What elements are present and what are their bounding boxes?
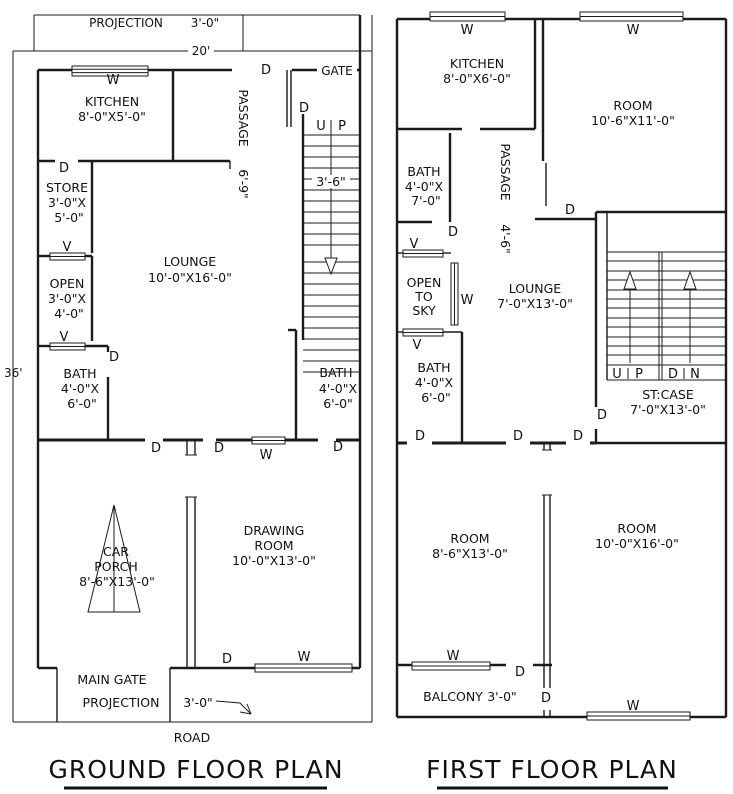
gf-bottom-window-marker: W bbox=[297, 650, 311, 665]
gf-store-dim2: 5'-0" bbox=[54, 210, 84, 225]
gf-stairs-up-label: U bbox=[316, 119, 326, 134]
gf-drawing-room-label1: DRAWING bbox=[243, 523, 305, 538]
gf-bath-left-door-marker: D bbox=[108, 350, 120, 365]
gf-lounge-label: LOUNGE bbox=[163, 254, 217, 269]
ff-room-right-label: ROOM bbox=[617, 521, 657, 536]
gf-projection-top-label: PROJECTION bbox=[89, 16, 163, 30]
gf-bath-right-dim2: 6'-0" bbox=[323, 396, 353, 411]
gf-store-vent-marker: V bbox=[62, 240, 72, 255]
gf-kitchen-window-marker: W bbox=[106, 73, 120, 88]
gf-porch-door-marker: D bbox=[150, 441, 162, 456]
ff-stair-u-label: U bbox=[612, 367, 622, 382]
gf-bath-left-dim2: 6'-0" bbox=[67, 396, 97, 411]
ff-balcony-door-marker: D bbox=[514, 665, 526, 680]
ff-stair-n-label: N bbox=[690, 367, 700, 382]
ff-vent-2-marker: V bbox=[412, 338, 422, 353]
gf-projection-top-dim: 3'-0" bbox=[190, 16, 220, 30]
gf-title: GROUND FLOOR PLAN bbox=[48, 755, 344, 784]
ff-room-top-dim: 10'-6"X11'-0" bbox=[591, 113, 675, 128]
first-floor-plan bbox=[397, 12, 726, 788]
gf-bath-right-dim1: 4'-0"X bbox=[318, 381, 358, 396]
ff-kitchen-window bbox=[430, 12, 505, 21]
ff-kitchen-dim: 8'-0"X6'-0" bbox=[443, 71, 511, 86]
ff-bath-top-label: BATH bbox=[407, 164, 441, 179]
gf-lounge-window-marker: W bbox=[259, 448, 273, 463]
ff-balcony-dim: 3'-0" bbox=[487, 689, 517, 704]
ff-staircase-label: ST:CASE bbox=[642, 387, 694, 402]
ff-staircase-dim: 7'-0"X13'-0" bbox=[630, 402, 706, 417]
gf-drawing-room-dim: 10'-0"X13'-0" bbox=[232, 553, 316, 568]
ff-stair-treads bbox=[607, 252, 726, 365]
ff-balcony-label: BALCONY bbox=[423, 689, 483, 704]
gf-projection-bottom-label: PROJECTION bbox=[82, 695, 160, 710]
gf-passage-label: PASSAGE bbox=[236, 89, 251, 147]
ff-title: FIRST FLOOR PLAN bbox=[426, 755, 678, 784]
gf-open-dim2: 4'-0" bbox=[54, 306, 84, 321]
ff-open-sky-window bbox=[451, 263, 458, 325]
gf-open-vent-marker: V bbox=[59, 330, 69, 345]
ff-bath-mid-dim2: 6'-0" bbox=[421, 390, 451, 405]
ff-lounge-dim: 7'-0"X13'-0" bbox=[497, 296, 573, 311]
gf-stair-down-arrow bbox=[325, 258, 337, 274]
gf-store-dim1: 3'-0"X bbox=[47, 195, 87, 210]
ff-room-left-label: ROOM bbox=[450, 531, 490, 546]
gf-lounge-dim: 10'-0"X16'-0" bbox=[148, 270, 232, 285]
gf-road-label: ROAD bbox=[173, 730, 211, 745]
ff-open-sky-window-marker: W bbox=[460, 293, 474, 308]
ff-bath-mid-label: BATH bbox=[417, 360, 451, 375]
ff-lounge-label: LOUNGE bbox=[508, 281, 562, 296]
ff-open-sky-label2: TO bbox=[415, 289, 433, 304]
gf-lounge-window bbox=[252, 437, 285, 444]
gf-bath-right-door-marker: D bbox=[332, 440, 344, 455]
gf-kitchen-label: KITCHEN bbox=[84, 94, 140, 109]
ground-floor-plan bbox=[4, 15, 372, 788]
gf-store-door-marker: D bbox=[58, 161, 70, 176]
gf-car-porch-label1: CAR bbox=[103, 544, 129, 559]
gf-drawing-room-window bbox=[255, 664, 352, 672]
ff-bath-top-door-marker: D bbox=[447, 225, 459, 240]
gf-kitchen-dim: 8'-0"X5'-0" bbox=[78, 109, 146, 124]
gf-bottom-door-marker: D bbox=[221, 652, 233, 667]
ff-room-right-dim: 10'-0"X16'-0" bbox=[595, 536, 679, 551]
ff-open-sky-label3: SKY bbox=[412, 303, 436, 318]
ff-room-left-dim: 8'-6"X13'-0" bbox=[432, 546, 508, 561]
gf-projection-bottom-dim: 3'-0" bbox=[183, 695, 213, 710]
ff-room-left-door-marker: D bbox=[512, 429, 524, 444]
gf-drawing-door-marker: D bbox=[213, 441, 225, 456]
gf-stair-door-marker: D bbox=[298, 101, 310, 116]
ff-room-left-window-marker: W bbox=[446, 649, 460, 664]
ff-open-sky-label1: OPEN bbox=[406, 275, 442, 290]
gf-bath-right-label: BATH bbox=[319, 365, 353, 380]
gf-stairs-width-dim: 3'-6" bbox=[316, 174, 346, 189]
ff-room-top-window bbox=[580, 12, 683, 21]
gf-car-porch-label2: PORCH bbox=[94, 559, 138, 574]
ff-bath-mid-door-marker: D bbox=[414, 429, 426, 444]
gf-gate-label: GATE bbox=[321, 64, 353, 78]
ff-room-top-door-marker: D bbox=[564, 203, 576, 218]
ff-bath-top-dim1: 4'-0"X bbox=[404, 179, 444, 194]
ff-passage-dim: 4'-6" bbox=[498, 224, 513, 254]
gf-gate-door-marker: D bbox=[260, 63, 272, 78]
gf-bath-left-label: BATH bbox=[63, 366, 97, 381]
ff-passage-label: PASSAGE bbox=[498, 143, 513, 201]
ff-vent-2 bbox=[403, 329, 443, 336]
ff-stair-d-label: D bbox=[667, 367, 679, 382]
ff-room-right-window-marker: W bbox=[626, 699, 640, 714]
ff-room-top-label: ROOM bbox=[613, 98, 653, 113]
ff-vent-1-marker: V bbox=[409, 237, 419, 252]
ff-bath-mid-dim1: 4'-0"X bbox=[414, 375, 454, 390]
ff-balcony-side-door-marker: D bbox=[540, 691, 552, 706]
gf-car-porch-dim: 8'-6"X13'-0" bbox=[79, 574, 155, 589]
gf-road-arrow bbox=[216, 701, 251, 714]
gf-open-label: OPEN bbox=[49, 276, 85, 291]
ff-room-right-door-marker: D bbox=[572, 429, 584, 444]
gf-passage-dim: 6'-9" bbox=[236, 169, 251, 199]
ff-kitchen-window-marker: W bbox=[460, 23, 474, 38]
gf-plot-width-dim: 20' bbox=[191, 44, 211, 58]
ff-room-top-window-marker: W bbox=[626, 23, 640, 38]
gf-stairs-p-label: P bbox=[338, 119, 346, 134]
gf-main-gate-label: MAIN GATE bbox=[77, 672, 147, 687]
gf-bath-left-dim1: 4'-0"X bbox=[60, 381, 100, 396]
gf-open-dim1: 3'-0"X bbox=[47, 291, 87, 306]
ff-bath-top-dim2: 7'-0" bbox=[411, 193, 441, 208]
gf-plot-depth-dim: 36' bbox=[4, 366, 23, 380]
ff-kitchen-label: KITCHEN bbox=[449, 56, 505, 71]
gf-drawing-room-label2: ROOM bbox=[254, 538, 294, 553]
ff-staircase-door-marker: D bbox=[596, 408, 608, 423]
gf-store-label: STORE bbox=[46, 180, 88, 195]
ff-stair-p-label: P bbox=[635, 367, 643, 382]
